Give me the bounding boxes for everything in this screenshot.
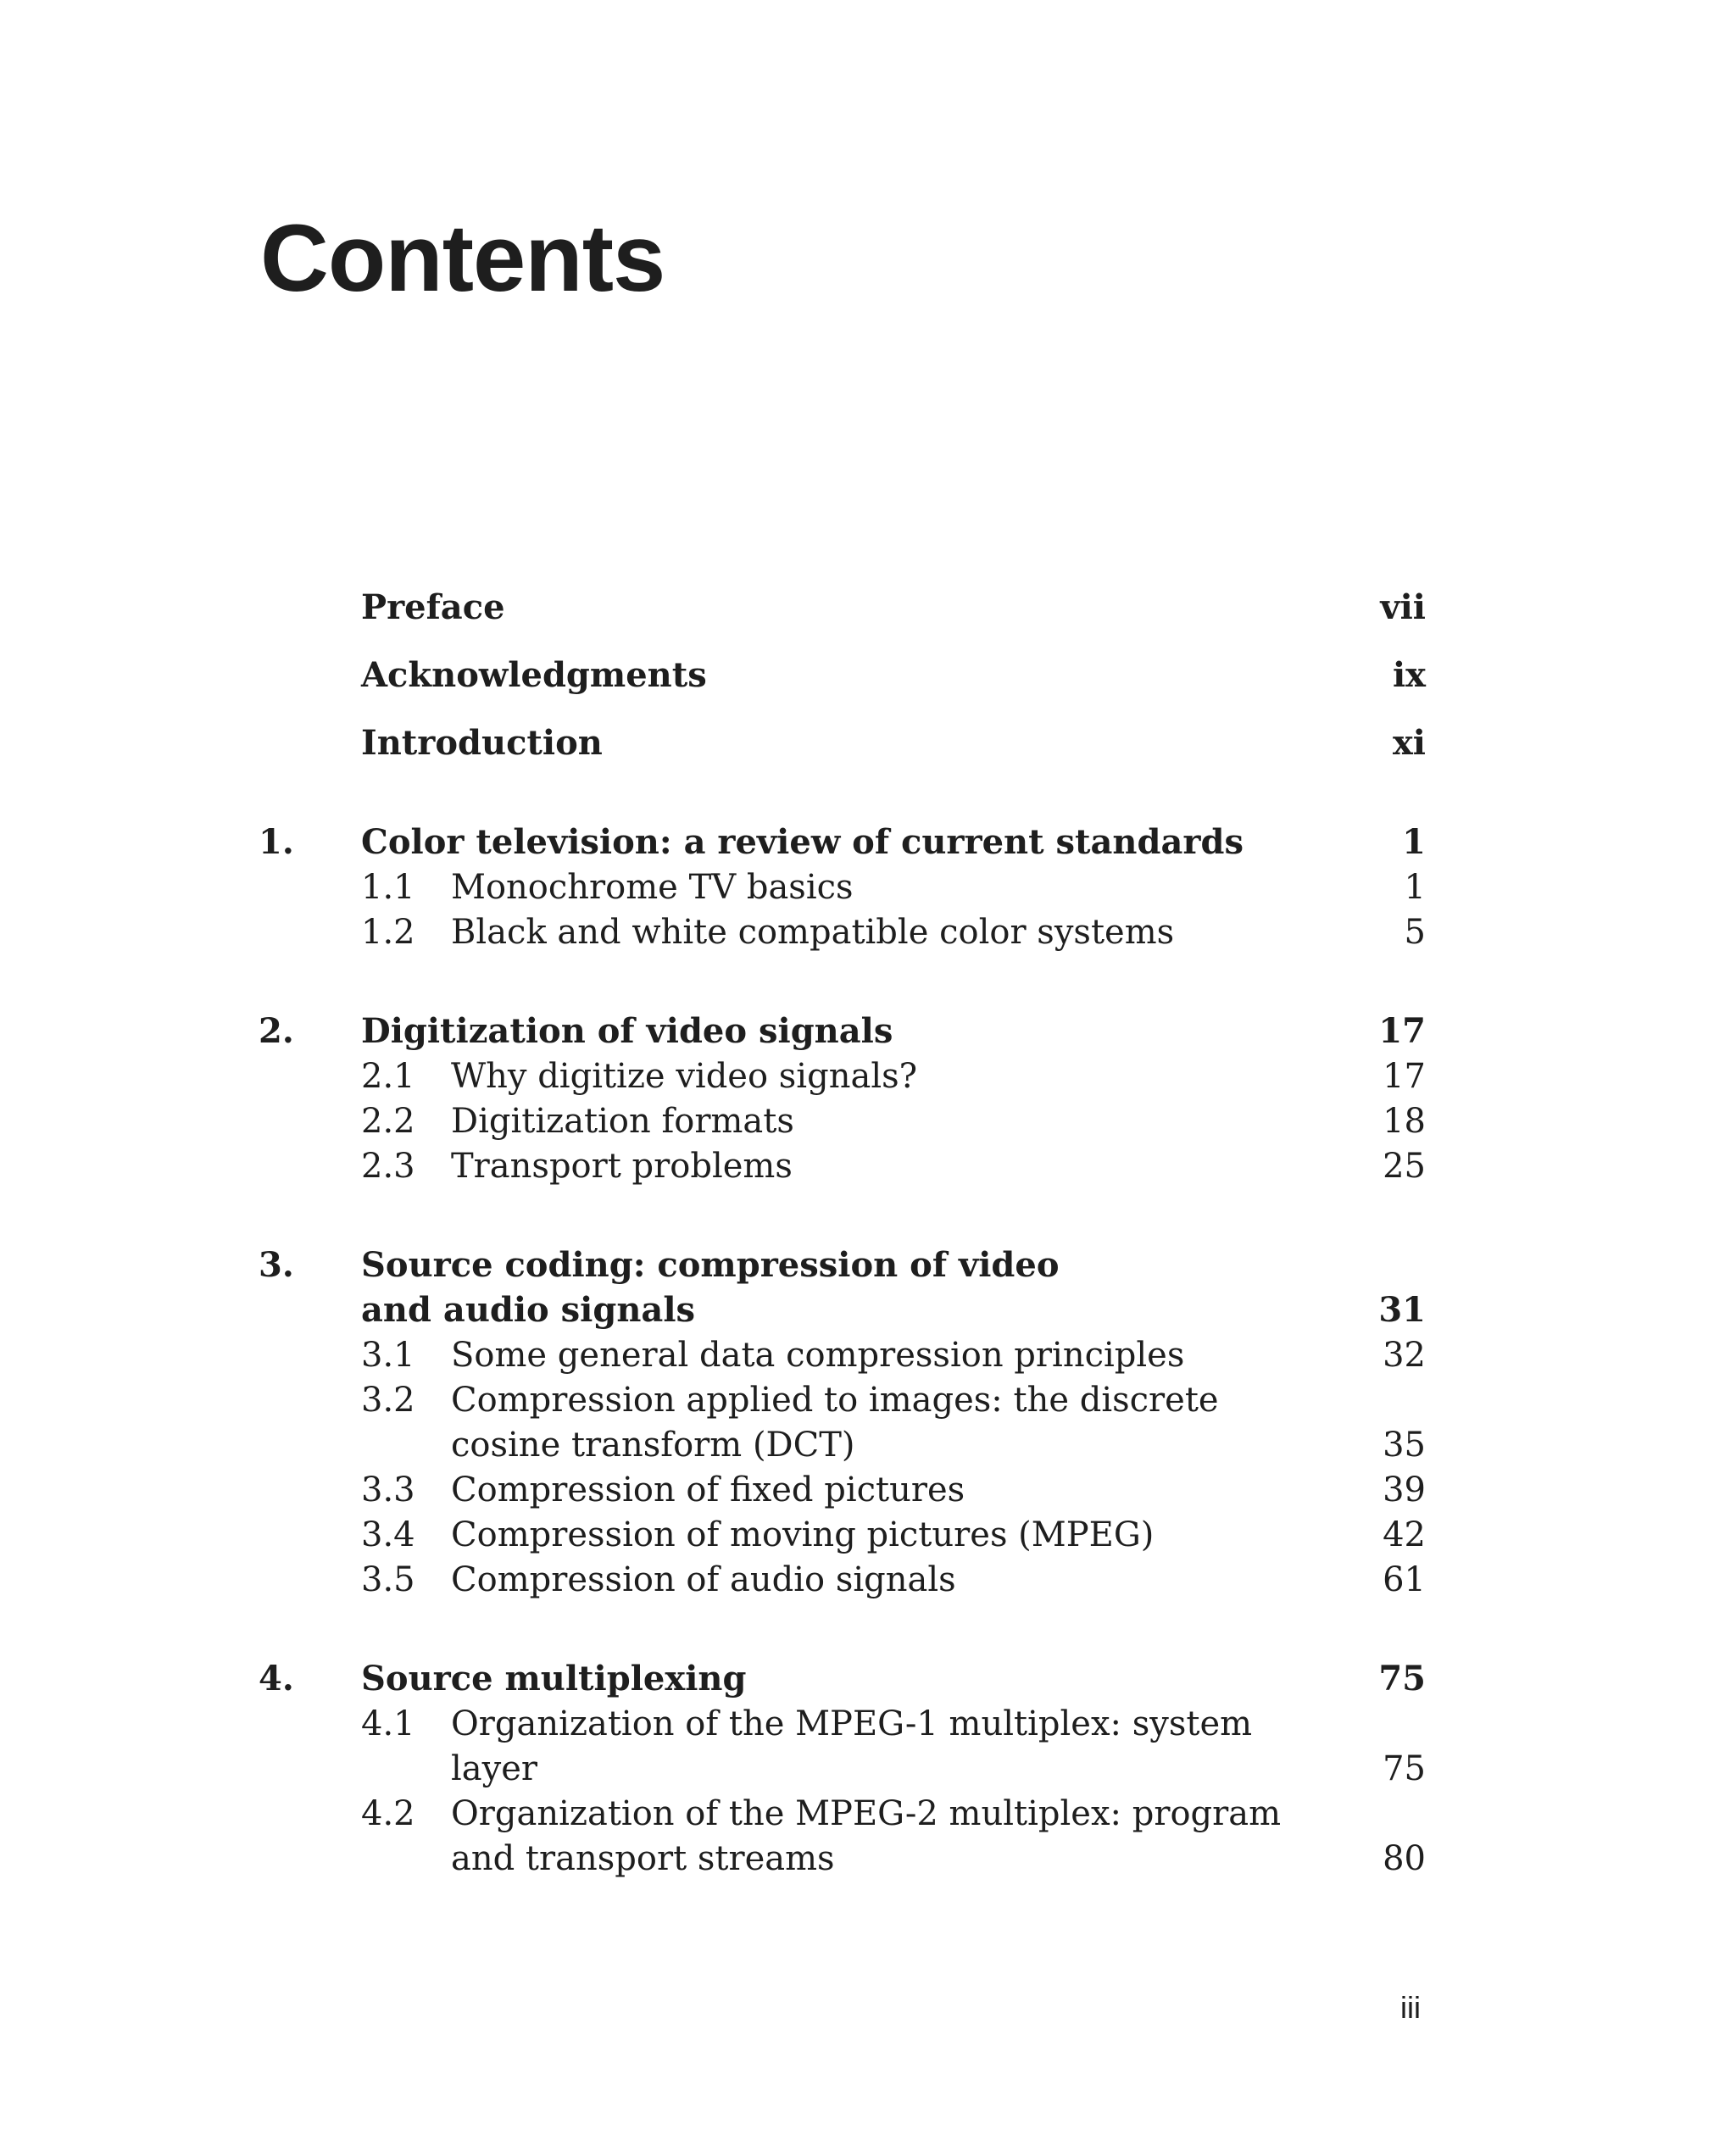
section-number: 1.1 [361,868,415,907]
section-number: 2.1 [361,1057,415,1096]
chapter-page: 31 [1378,1290,1426,1330]
section-title-line-2: layer [451,1749,538,1788]
section-page: 35 [1383,1426,1426,1465]
chapter-number: 3. [259,1245,294,1285]
chapter-number: 1. [259,822,294,862]
section-number: 4.1 [361,1704,415,1743]
section-title: Transport problems [451,1147,793,1186]
section-number: 2.3 [361,1147,415,1186]
toc-section-3-1 [0,1332,1736,1378]
section-title: Compression of moving pictures (MPEG) [451,1515,1155,1554]
page-title: Contents [260,205,665,311]
entry-page: ix [1392,655,1426,695]
entry-title: Introduction [361,723,603,763]
toc-chapter-2 [0,1009,1736,1054]
section-title-line-1: Organization of the MPEG-2 multiplex: program [451,1794,1282,1833]
section-title: Compression of audio signals [451,1560,956,1599]
toc-entry-preface [0,585,1736,631]
toc-entry-introduction [0,720,1736,766]
section-title-line-2: and transport streams [451,1839,835,1878]
section-page: 18 [1383,1102,1426,1141]
section-title: Black and white compatible color systems [451,913,1175,952]
chapter-page: 17 [1378,1011,1426,1051]
section-number: 3.3 [361,1471,415,1509]
toc-entry-acknowledgments [0,653,1736,698]
section-page: 17 [1383,1057,1426,1096]
section-page: 42 [1383,1515,1426,1554]
chapter-number: 2. [259,1011,294,1051]
section-title-line-2: cosine transform (DCT) [451,1426,855,1465]
toc-chapter-3 [0,1243,1736,1288]
section-number: 3.4 [361,1515,415,1554]
toc-section-4-1 [0,1701,1736,1747]
toc-chapter-1 [0,820,1736,865]
page-number: iii [1400,1990,1421,2025]
toc-section-3-2 [0,1377,1736,1423]
toc-section-1-1 [0,865,1736,910]
toc-section-3-2-continued [0,1422,1736,1468]
section-title: Some general data compression principles [451,1336,1185,1375]
section-title-line-1: Compression applied to images: the discrete [451,1381,1219,1420]
section-number: 3.1 [361,1336,415,1375]
toc-section-3-3 [0,1467,1736,1513]
section-page: 80 [1383,1839,1426,1878]
section-title-line-1: Organization of the MPEG-1 multiplex: system [451,1704,1253,1743]
chapter-title-line-1: Source coding: compression of video [361,1245,1060,1285]
section-page: 1 [1404,868,1426,907]
section-page: 5 [1404,913,1426,952]
section-number: 3.2 [361,1381,415,1420]
chapter-number: 4. [259,1659,294,1698]
chapter-title-line-2: and audio signals [361,1290,696,1330]
chapter-page: 75 [1378,1659,1426,1698]
section-title: Monochrome TV basics [451,868,854,907]
section-number: 3.5 [361,1560,415,1599]
section-title: Compression of fixed pictures [451,1471,965,1509]
chapter-title: Color television: a review of current standards [361,822,1244,862]
toc-section-4-2 [0,1791,1736,1837]
toc-chapter-4 [0,1656,1736,1702]
section-title: Digitization formats [451,1102,794,1141]
section-page: 25 [1383,1147,1426,1186]
section-page: 32 [1383,1336,1426,1375]
toc-chapter-3-continued [0,1287,1736,1333]
entry-page: xi [1392,723,1426,763]
section-title: Why digitize video signals? [451,1057,918,1096]
section-number: 1.2 [361,913,415,952]
toc-section-4-2-continued [0,1836,1736,1882]
chapter-title: Source multiplexing [361,1659,747,1698]
entry-page: vii [1380,587,1426,627]
chapter-title: Digitization of video signals [361,1011,893,1051]
section-page: 75 [1383,1749,1426,1788]
toc-section-2-2 [0,1098,1736,1144]
toc-section-2-1 [0,1054,1736,1099]
toc-section-3-4 [0,1512,1736,1558]
toc-section-2-3 [0,1143,1736,1189]
entry-title: Acknowledgments [361,655,707,695]
section-number: 2.2 [361,1102,415,1141]
toc-section-4-1-continued [0,1746,1736,1792]
section-number: 4.2 [361,1794,415,1833]
entry-title: Preface [361,587,505,627]
toc-section-3-5 [0,1557,1736,1603]
section-page: 61 [1383,1560,1426,1599]
chapter-page: 1 [1402,822,1426,862]
section-page: 39 [1383,1471,1426,1509]
toc-section-1-2 [0,909,1736,955]
